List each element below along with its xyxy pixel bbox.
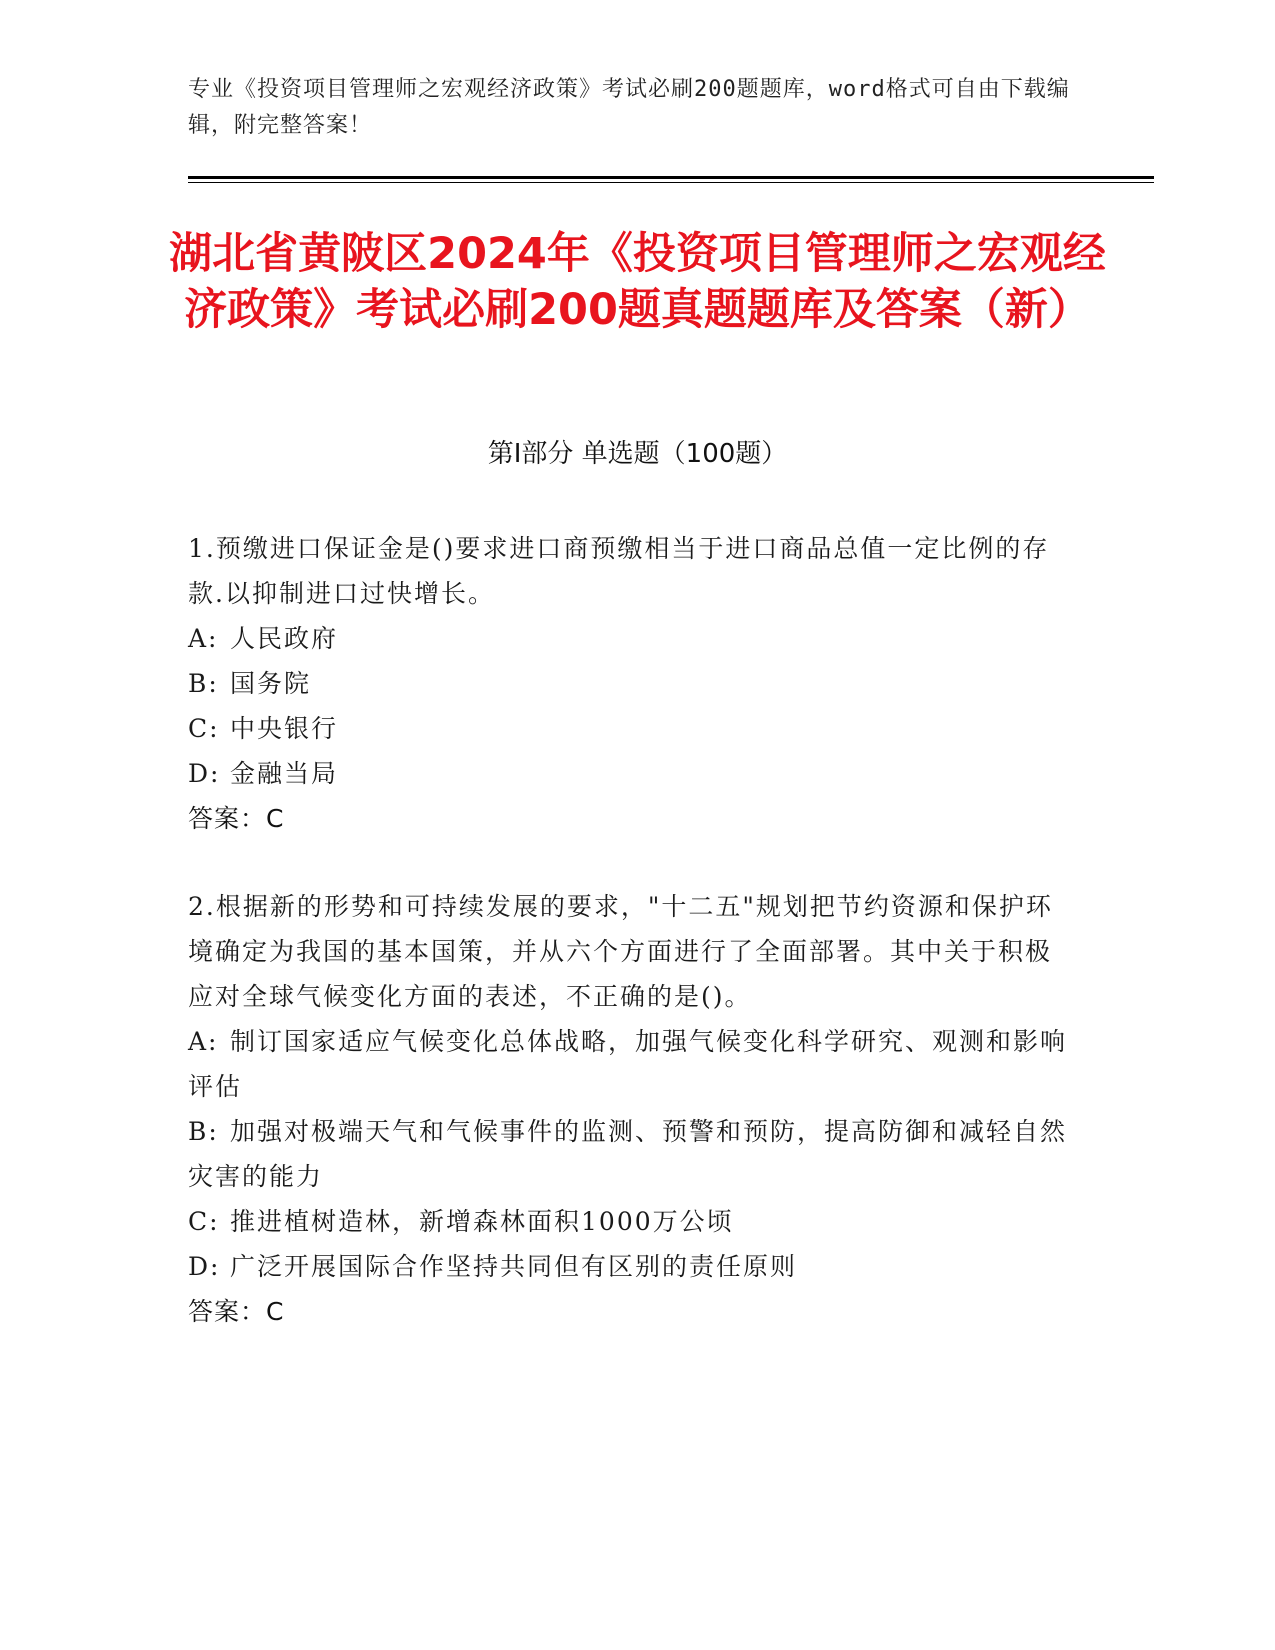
answer: 答案：C [188,804,285,833]
option-key: A: [188,624,219,653]
option-key: C: [188,1207,220,1236]
header-divider-thick [188,176,1154,179]
option-b [188,1109,1068,1199]
option-text: 金融当局 [230,759,339,788]
option-text: 推进植树造林，新增森林面积1000万公顷 [230,1207,734,1236]
option-text: 加强对极端天气和气候事件的监测、预警和预防，提高防御和减轻自然灾害的能力 [188,1117,1068,1191]
header-divider-thin [188,182,1154,183]
header-note: 专业《投资项目管理师之宏观经济政策》考试必刷200题题库，word格式可自由下载编辑，附完整答案！ [188,77,1070,138]
option-key: B: [188,669,219,698]
option-key: C: [188,714,220,743]
option-key: D: [188,1252,221,1281]
option-c [188,706,1068,751]
option-text: 制订国家适应气候变化总体战略，加强气候变化科学研究、观测和影响评估 [188,1027,1068,1101]
question-stem: 2.根据新的形势和可持续发展的要求，"十二五"规划把节约资源和保护环境确定为我国的基本国策，并从六个方面进行了全面部署。其中关于积极应对全球气候变化方面的表述，不正确的是()。 [188,892,1053,1011]
option-a [188,616,1068,661]
question-stem: 1.预缴进口保证金是()要求进口商预缴相当于进口商品总值一定比例的存款.以抑制进口过快增长。 [188,534,1050,608]
option-text: 人民政府 [230,624,339,653]
option-key: B: [188,1117,219,1146]
question-2 [188,884,1068,1334]
answer: 答案：C [188,1297,285,1326]
option-key: D: [188,759,221,788]
option-key: A: [188,1027,219,1056]
option-d [188,751,1068,796]
option-text: 广泛开展国际合作坚持共同但有区别的责任原则 [230,1252,798,1281]
option-text: 中央银行 [230,714,339,743]
option-b [188,661,1068,706]
option-a [188,1019,1068,1109]
option-d [188,1244,1068,1289]
option-c [188,1199,1068,1244]
option-text: 国务院 [230,669,312,698]
document-title: 湖北省黄陂区2024年《投资项目管理师之宏观经济政策》考试必刷200题真题题库及答案（新） [169,229,1106,335]
question-1 [188,526,1068,841]
section-heading: 第I部分 单选题（100题） [487,439,788,469]
